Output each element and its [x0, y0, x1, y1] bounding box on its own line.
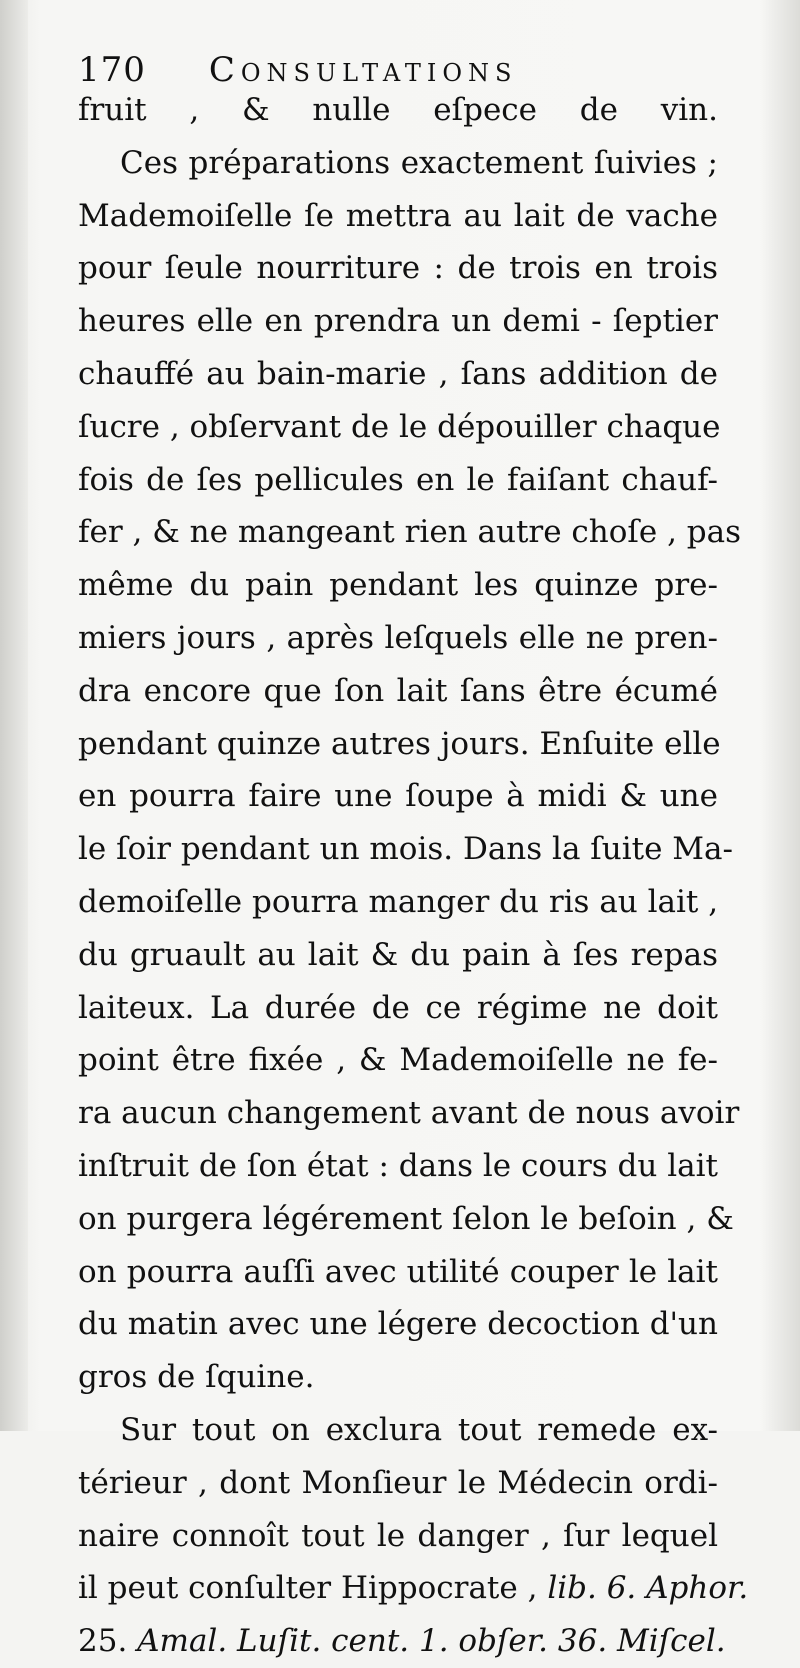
text-line: en pourra faire une ſoupe à midi & une	[78, 778, 718, 815]
text-line: naire connoît tout le danger , ſur lequel	[78, 1517, 718, 1554]
text-line: Mademoiſelle ſe mettra au lait de vache	[78, 197, 718, 234]
text-line: térieur , dont Monſieur le Médecin ordi-	[78, 1464, 718, 1501]
page-spine-shadow	[0, 0, 28, 1431]
body-text	[78, 84, 749, 1668]
text-line: ra aucun changement avant de nous avoir	[78, 1095, 740, 1132]
text-line: fruit , & nulle eſpece de vin.	[78, 92, 718, 128]
text-line: même du pain pendant les quinze pre-	[78, 567, 718, 604]
citation-italic: lib. 6. Aphor.	[547, 1570, 749, 1607]
text-line: Ces préparations exactement ſuivies ;	[120, 144, 718, 181]
text-line: le ſoir pendant un mois. Dans la ſuite Ma-	[78, 831, 733, 868]
text-line: du matin avec une légere decoction d'un	[78, 1306, 718, 1343]
text-line: point être fixée , & Mademoiſelle ne fe-	[78, 1042, 718, 1079]
text-line: pour ſeule nourriture : de trois en trois	[78, 250, 718, 287]
text-line: demoiſelle pourra manger du ris au lait ,	[78, 883, 719, 920]
text-line: laiteux. La durée de ce régime ne doit	[78, 989, 718, 1026]
text-line-citation	[78, 1562, 749, 1615]
text-line: gros de ſquine.	[78, 1359, 315, 1396]
running-title: Consultations	[208, 50, 518, 90]
text-line: miers jours , après leſquels elle ne pren-	[78, 619, 718, 656]
text-line: pendant quinze autres jours. Enſuite elle	[78, 725, 721, 762]
text-line: heures elle en prendra un demi - ſeptier	[78, 303, 718, 340]
text-line: chauffé au bain-marie , ſans addition de	[78, 355, 718, 392]
citation-italic: Amal. Luſit. cent. 1. obſer. 36. Miſcel.	[137, 1623, 726, 1660]
text-line: inſtruit de ſon état : dans le cours du lait	[78, 1147, 718, 1184]
page-number: 170	[78, 50, 146, 90]
text-line: on pourra auſſi avec utilité couper le lait	[78, 1253, 718, 1290]
text-line: dra encore que ſon lait ſans être écumé	[78, 672, 718, 709]
text-fragment: il peut conſulter Hippocrate ,	[78, 1570, 548, 1607]
text-line-citation	[78, 1615, 726, 1668]
text-fragment: 25.	[78, 1623, 138, 1660]
text-line: fer , & ne mangeant rien autre choſe , pas	[78, 514, 742, 551]
text-line: Sur tout on exclura tout remede ex-	[120, 1411, 718, 1448]
text-line: du gruault au lait & du pain à ſes repas	[78, 936, 718, 973]
text-line: on purgera légérement ſelon le beſoin , &	[78, 1200, 734, 1237]
text-line: fois de ſes pellicules en le faiſant chauf-	[78, 461, 718, 498]
text-line: ſucre , obſervant de le dépouiller chaque	[78, 408, 721, 445]
